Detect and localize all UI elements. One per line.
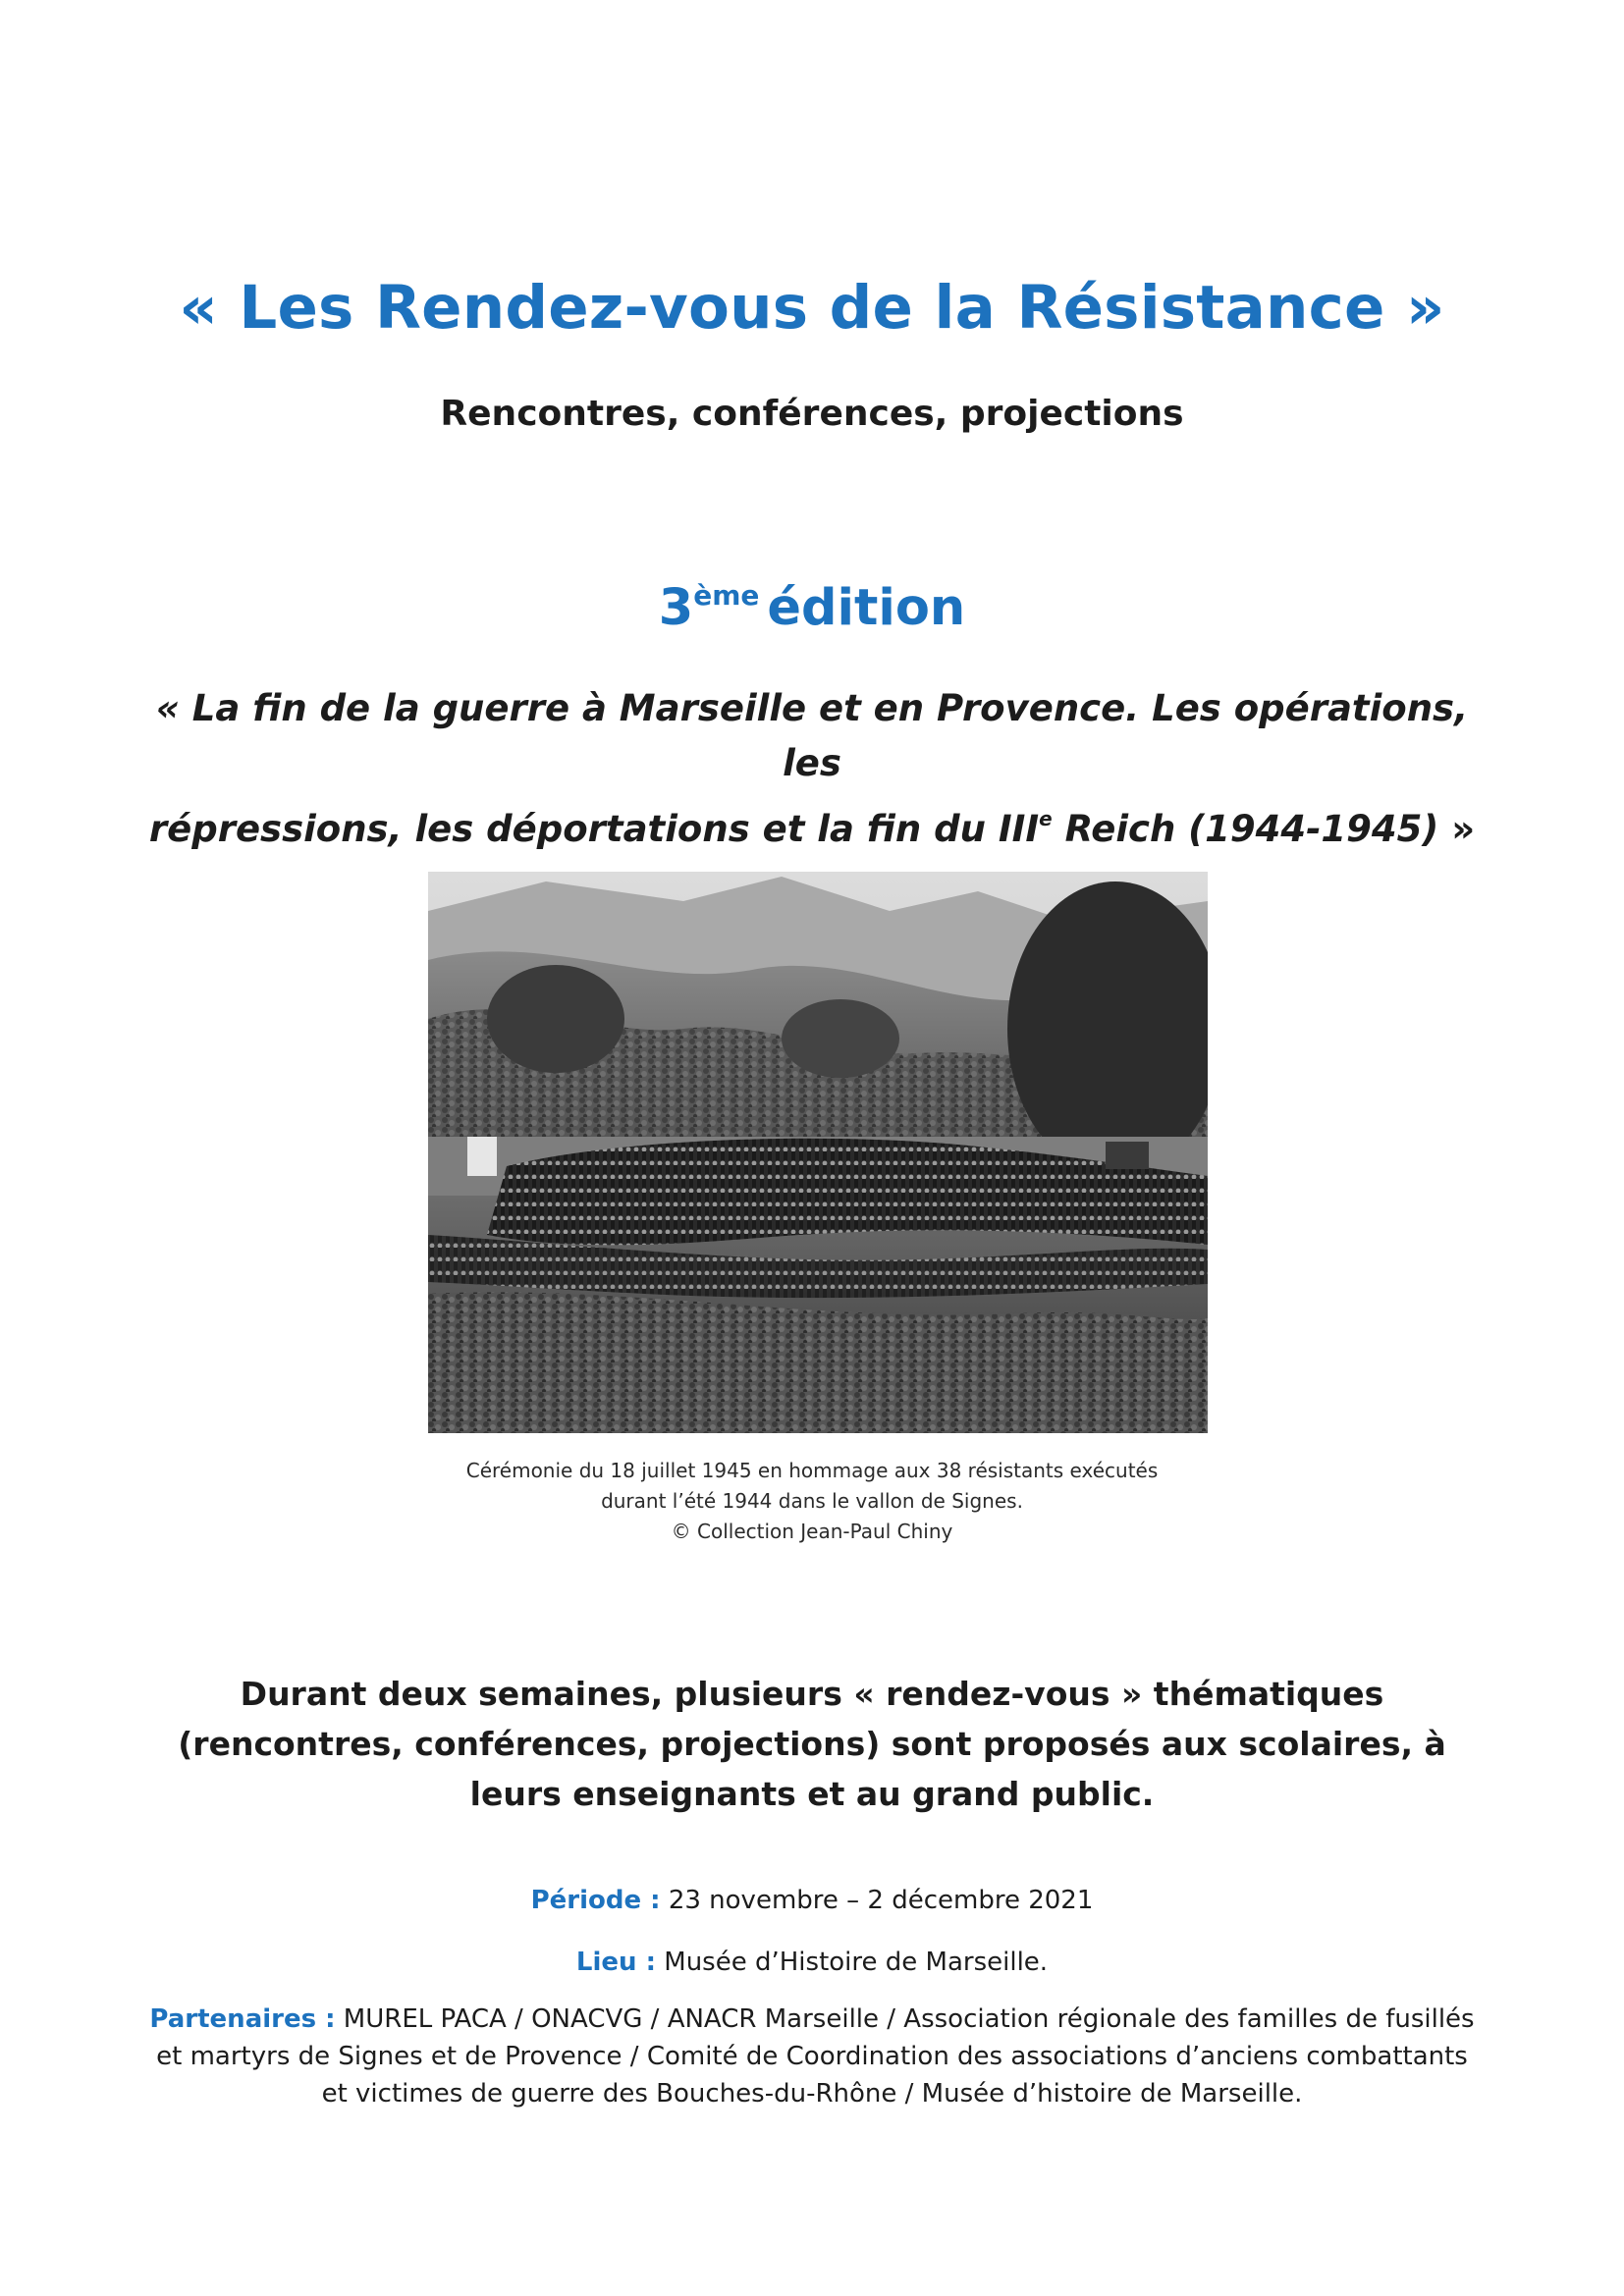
lieu-value: Musée d’Histoire de Marseille. [656,1948,1049,1977]
theme-line-2-sup: e [1039,807,1053,830]
theme-heading [147,681,1477,857]
theme-line-2-end: Reich (1944-1945) [1052,808,1439,850]
page-title: « Les Rendez-vous de la Résistance » [179,273,1445,343]
caption-credit: © Collection Jean-Paul Chiny [671,1520,953,1543]
theme-line-1: « La fin de la guerre à Marseille et en Provence. Les opérations, les [155,687,1469,784]
edition-suffix: ème [693,579,760,612]
theme-line-2 [147,791,1477,857]
intro-paragraph: Durant deux semaines, plusieurs « rendez-vous » thématiques (rencontres, conférences, projections) sont proposés aux scolaires, à leurs enseignants et au grand public. [178,1675,1446,1813]
edition-number: 3 [658,579,694,637]
lieu-line [147,1944,1477,1981]
lieu-label: Lieu : [575,1948,656,1977]
caption-line-1: Cérémonie du 18 juillet 1945 en hommage aux 38 résistants exécutés [465,1459,1159,1482]
partenaires-value: MUREL PACA / ONACVG / ANACR Marseille / Association régionale des familles de fusillés et martyrs de Signes et de Provence / Comité de Coordination des associations d’anciens combattants et victimes de guerre des Bouches-du-Rhône / Musée d’histoire de Marseille. [156,2004,1475,2109]
periode-value: 23 novembre – 2 décembre 2021 [660,1886,1094,1915]
caption-line-2: durant l’été 1944 dans le vallon de Signes. [601,1489,1023,1513]
edition-heading [0,579,1624,637]
page-subtitle: Rencontres, conférences, projections [440,394,1184,434]
partenaires-paragraph [147,2001,1477,2112]
photo-caption [295,1456,1329,1547]
periode-label: Période : [530,1886,661,1915]
periode-line [147,1882,1477,1919]
ceremony-photo-image [428,872,1208,1433]
ceremony-photo [428,872,1208,1433]
edition-word: édition [767,579,966,637]
theme-line-2-start: répressions, les déportations et la fin du III [148,808,1040,850]
theme-closing-quote: » [1438,808,1476,850]
partenaires-label: Partenaires : [149,2004,336,2034]
